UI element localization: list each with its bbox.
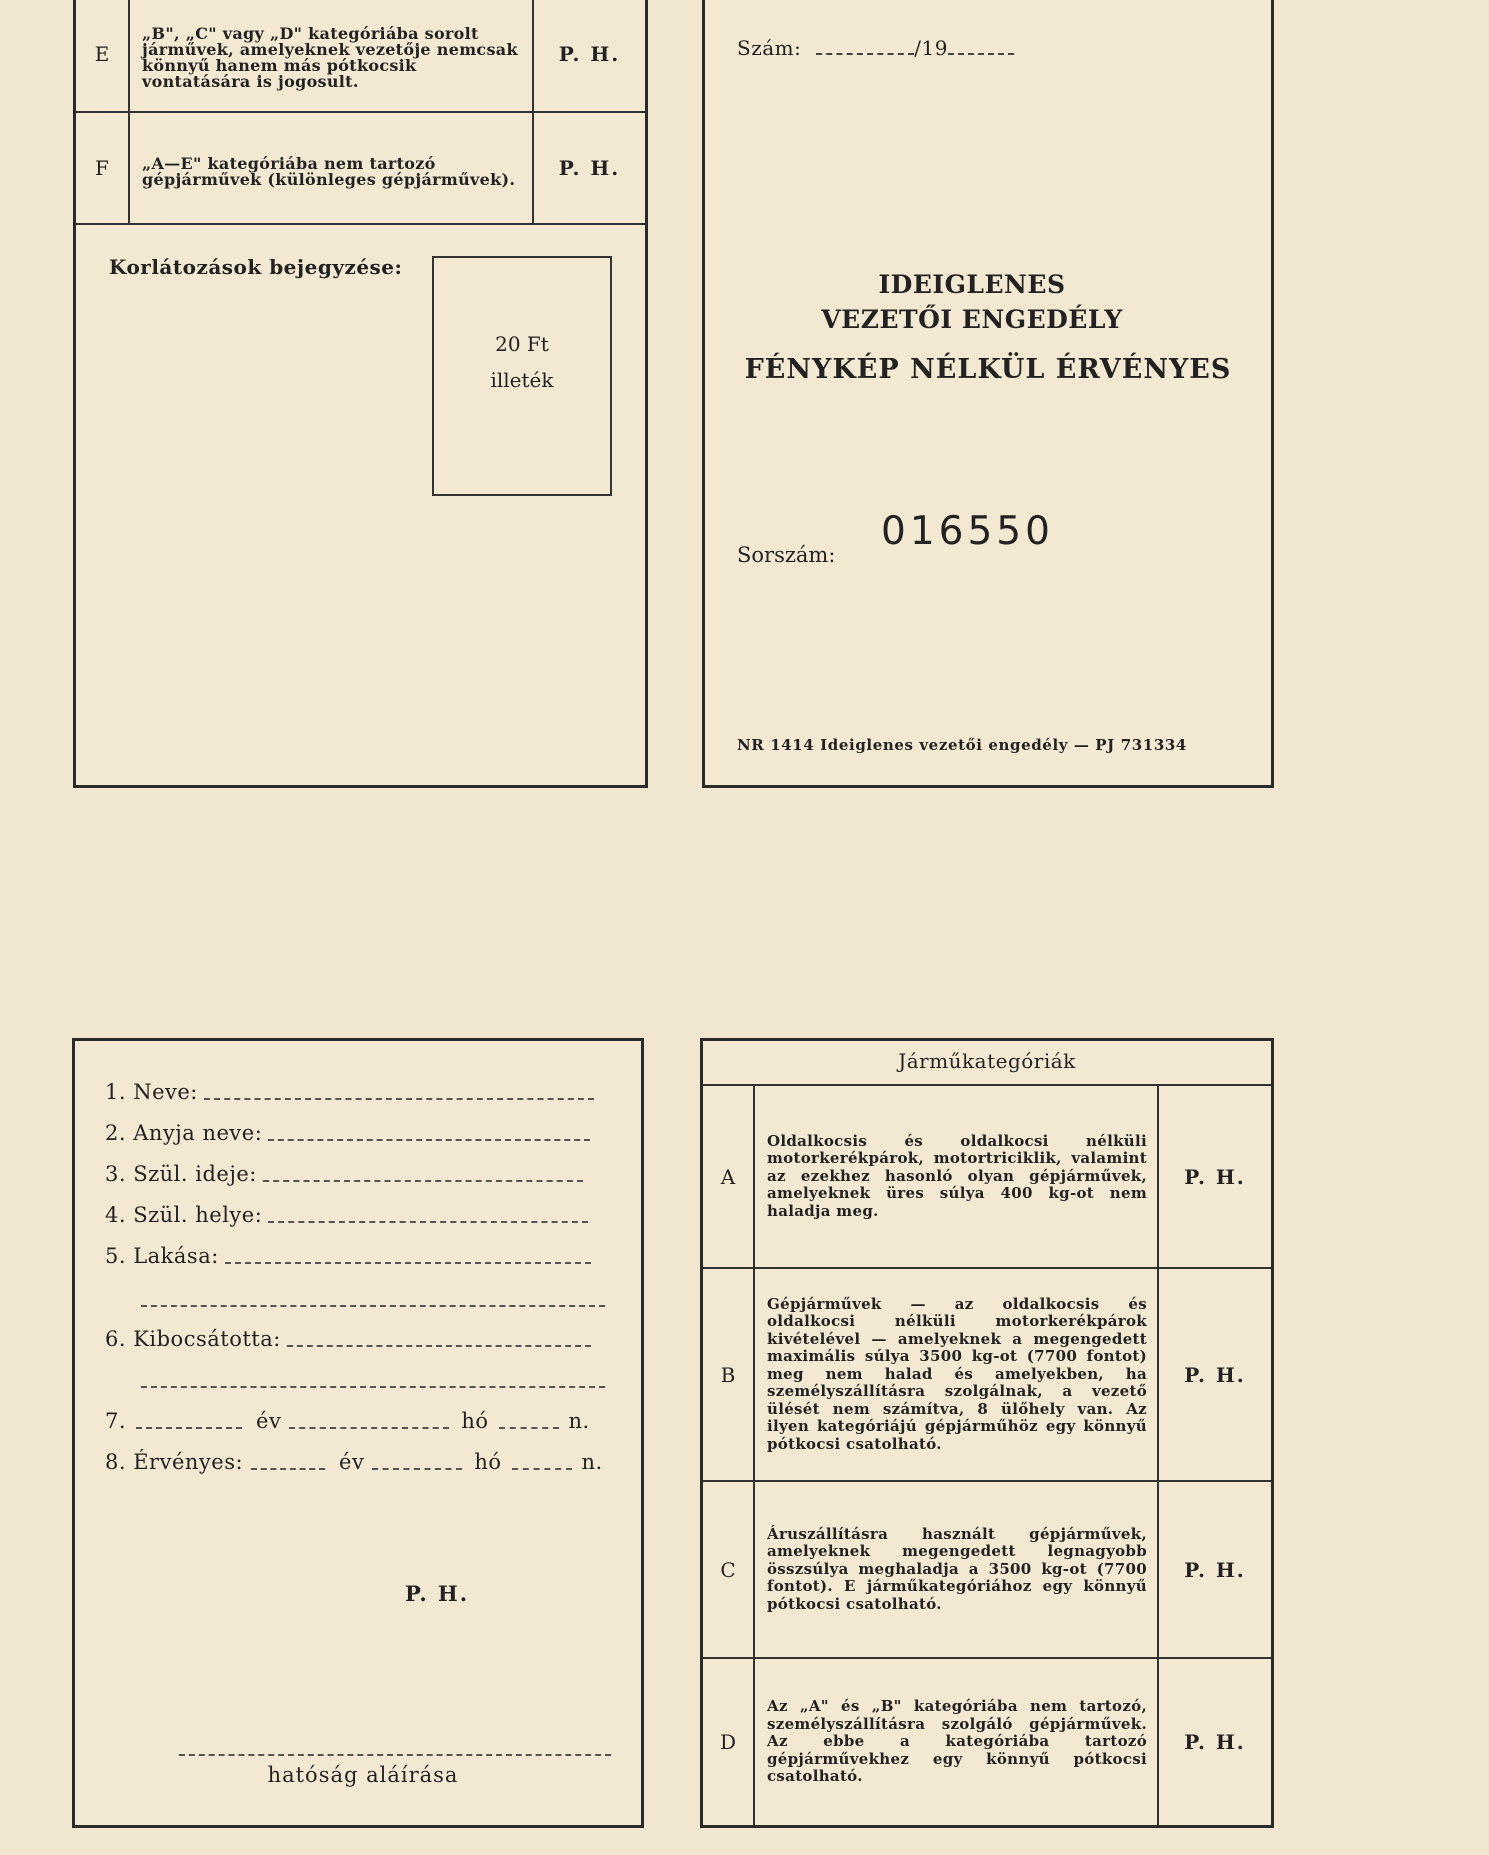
category-description: „A—E" kategóriába nem tartozó gépjárművek (különleges gépjárművek). [130, 113, 534, 223]
birth-place-field [105, 1203, 588, 1227]
category-letter: C [703, 1482, 755, 1657]
categories-heading: Járműkategóriák [703, 1041, 1271, 1086]
field-label: 2. Anyja neve: [105, 1121, 263, 1145]
title-line-1: IDEIGLENES [878, 270, 1066, 299]
day-word: n. [581, 1450, 603, 1474]
stamp-placeholder: P. H. [1184, 1362, 1246, 1387]
category-row-d [703, 1659, 1271, 1825]
field-label: 6. Kibocsátotta: [105, 1327, 281, 1351]
category-row-a [703, 1086, 1271, 1269]
restrictions-label: Korlátozások bejegyzése: [109, 255, 403, 279]
category-letter: B [703, 1269, 755, 1480]
title-line-2: VEZETŐI ENGEDÉLY [821, 305, 1123, 334]
issuer-blank-2 [141, 1386, 605, 1388]
fee-label: illeték [490, 368, 554, 392]
category-row-c [703, 1482, 1271, 1659]
field-label: 3. Szül. ideje: [105, 1162, 257, 1186]
category-description: Az „A" és „B" kategóriába nem tartozó, személyszállításra szolgáló gépjárművek. Az ebbe a kategóriába tartozó gépjárművekhez egy könnyű pótkocsi csatolható. [755, 1659, 1159, 1825]
issue-date-field [105, 1409, 590, 1433]
category-row-e [76, 0, 645, 113]
field-blank [268, 1139, 590, 1141]
category-letter: A [703, 1086, 755, 1267]
issuer-field [105, 1327, 591, 1351]
stamp-placeholder: P. H. [1184, 1730, 1246, 1754]
category-letter: F [76, 113, 130, 223]
holder-details-page [72, 1038, 644, 1828]
stamp-placeholder: P. H. [1184, 1557, 1246, 1582]
year-word: év [256, 1409, 282, 1433]
signature-line [179, 1754, 611, 1756]
fee-amount: 20 Ft [495, 332, 549, 356]
day-word: n. [568, 1409, 590, 1433]
field-blank [263, 1180, 583, 1182]
vehicle-categories-page [700, 1038, 1274, 1828]
category-description: Áruszállításra használt gépjárművek, amelyeknek megengedett legnagyobb összsúlya meghaladja a 3500 kg-ot (7700 fontot). E járműkategóriához egy könnyű pótkocsi csatolható. [755, 1482, 1159, 1657]
stamp-placeholder: P. H. [558, 41, 621, 66]
category-description: Oldalkocsis és oldalkocsi nélküli motorkerékpárok, motortriciklik, valamint az ezekhez hasonló olyan gépjárművek, amelyeknek üres súlya 400 kg-ot nem haladja meg. [755, 1086, 1159, 1267]
stamp-placeholder: P. H. [558, 156, 621, 180]
fee-stamp-box [432, 256, 612, 496]
category-description: „B", „C" vagy „D" kategóriába sorolt járművek, amelyeknek vezetője nemcsak könnyű hanem más pótkocsik vontatására is jogosult. [130, 0, 534, 111]
validity-field [105, 1450, 603, 1474]
birth-date-field [105, 1162, 583, 1186]
field-label: 7. [105, 1409, 127, 1433]
month-blank [372, 1468, 462, 1470]
month-word: hó [461, 1409, 489, 1433]
serial-number: 016550 [881, 509, 1054, 554]
year-word: év [339, 1450, 365, 1474]
year-blank [948, 37, 1014, 55]
category-letter: E [76, 0, 130, 111]
stamp-placeholder: P. H. [405, 1581, 470, 1606]
number-blank [816, 37, 914, 55]
field-blank [268, 1221, 588, 1223]
title-line-3: FÉNYKÉP NÉLKÜL ÉRVÉNYES [744, 354, 1232, 385]
address-blank-2 [141, 1305, 605, 1307]
field-blank [204, 1098, 594, 1100]
field-label: 1. Neve: [105, 1080, 198, 1104]
category-row-f [76, 113, 645, 225]
field-label: 5. Lakása: [105, 1244, 219, 1268]
license-cover-page [702, 0, 1274, 788]
address-field [105, 1244, 591, 1268]
number-field [737, 36, 1014, 60]
form-code: NR 1414 Ideiglenes vezetői engedély — PJ 731334 [737, 736, 1187, 754]
day-blank [512, 1468, 572, 1470]
field-label: 8. Érvényes: [105, 1450, 244, 1474]
mother-name-field [105, 1121, 590, 1145]
restrictions-page [73, 0, 648, 788]
signature-label: hatóság aláírása [267, 1763, 459, 1787]
month-blank [289, 1427, 449, 1429]
category-letter: D [703, 1659, 755, 1825]
serial-label: Sorszám: [737, 543, 836, 567]
field-blank [287, 1345, 591, 1347]
number-label: Szám: [737, 36, 802, 60]
category-description: Gépjárművek — az oldalkocsis és oldalkocsi nélküli motorkerékpárok kivételével — amelyeknek a megengedett maximális súlya 3500 kg-ot (7700 fontot) meg nem halad és amelyekben, ha személyszállításra szolgálnak, a vezető ülését nem számítva, 8 ülőhely van. Az ilyen kategóriájú gépjárműhöz egy könnyű pótkocsi csatolható. [755, 1269, 1159, 1480]
field-label: 4. Szül. helye: [105, 1203, 263, 1227]
year-blank [136, 1427, 242, 1429]
field-blank [225, 1262, 591, 1264]
name-field [105, 1080, 594, 1104]
year-blank [251, 1468, 325, 1470]
year-prefix: /19 [914, 36, 948, 60]
stamp-placeholder: P. H. [1184, 1164, 1246, 1189]
month-word: hó [474, 1450, 502, 1474]
category-row-b [703, 1269, 1271, 1482]
day-blank [499, 1427, 559, 1429]
